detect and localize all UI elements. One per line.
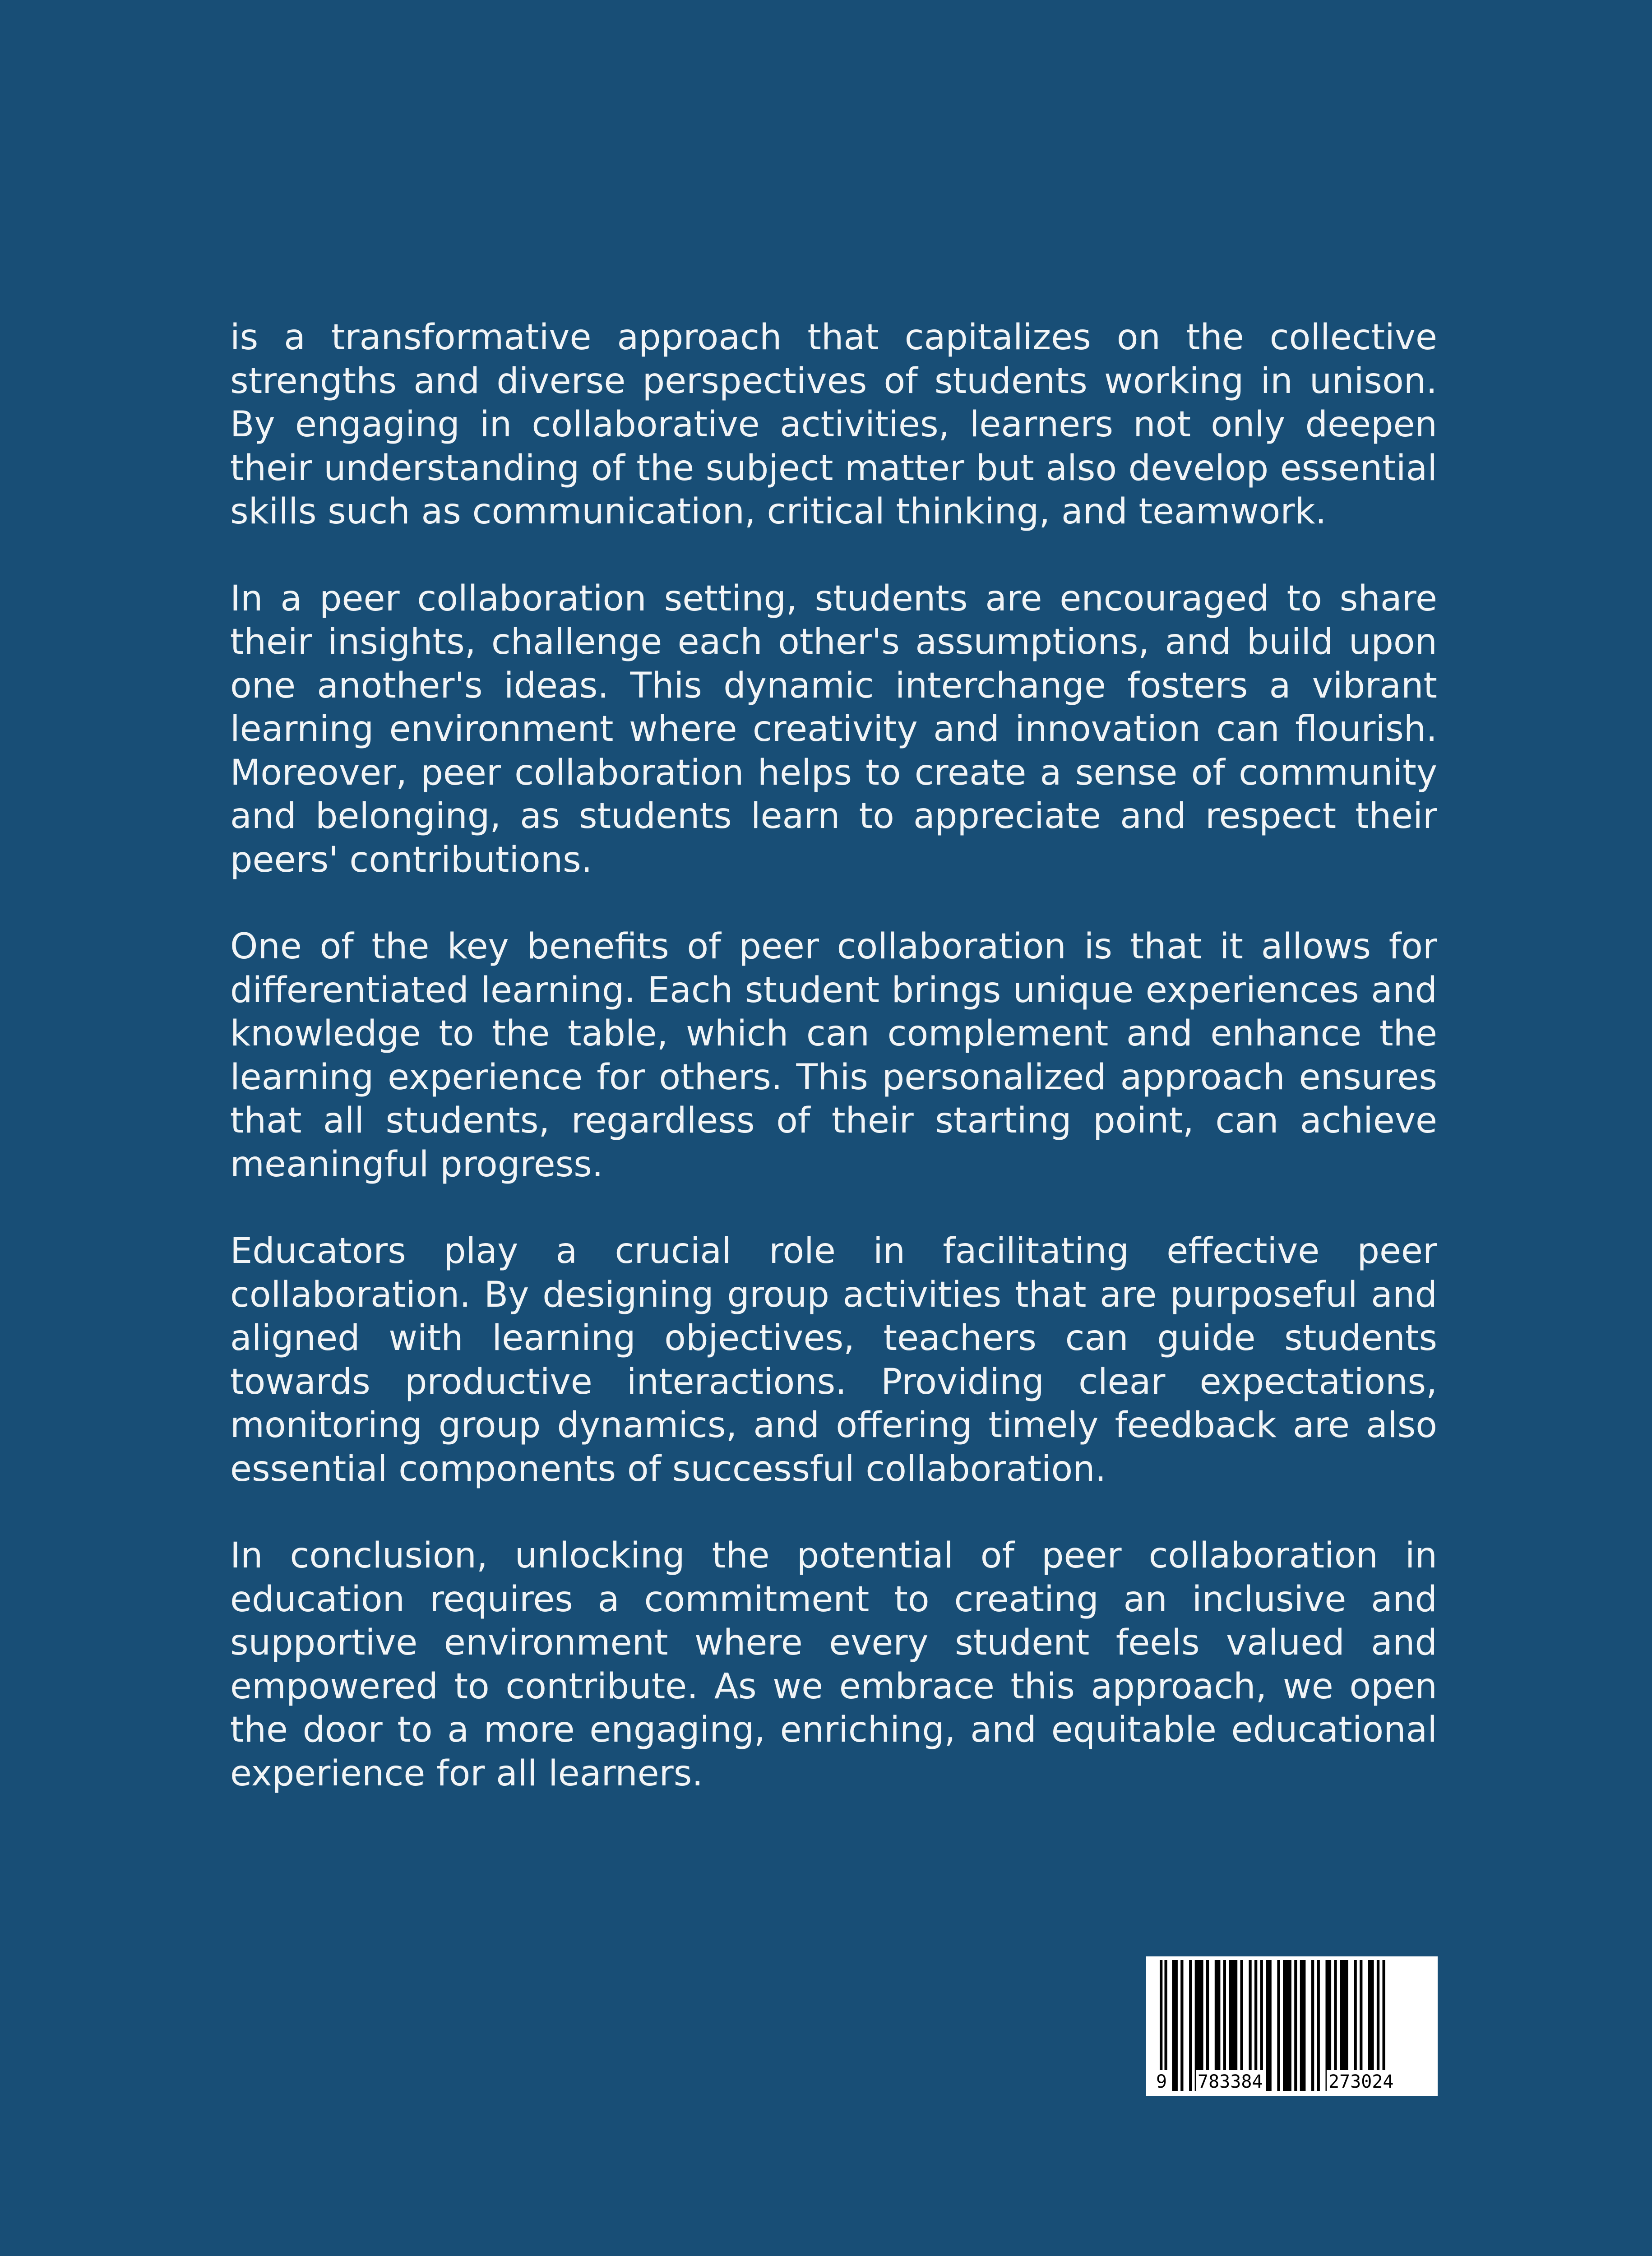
barcode-left-group: 783384 [1196,2070,1265,2094]
blurb-paragraph-4: Educators play a crucial role in facilitating effective peer collaboration. By designing group activities that are purposeful and aligned with learning objectives, teachers can guide students towards productive interactions. Providing clear expectations, monitoring group dynamics, and offering timely feedback are also essential components of successful collaboration. [230,1231,1437,1489]
barcode-prefix-digit: 9 [1154,2070,1169,2094]
barcode-right-group: 273024 [1327,2070,1396,2094]
blurb-paragraph-2: In a peer collaboration setting, students are encouraged to share their insights, challenge each other's assumptions, and build upon one another's ideas. This dynamic interchange fosters a vibrant learning environment where creativity and innovation can flourish. Moreover, peer collaboration helps to create a sense of community and belonging, as students learn to appreciate and respect their peers' contributions. [230,578,1437,880]
blurb-paragraph-3: One of the key benefits of peer collaboration is that it allows for differentiated learning. Each student brings unique experiences and knowledge to the table, which can complement and enhance the learning experience for others. This personalized approach ensures that all students, regardless of their starting point, can achieve meaningful progress. [230,926,1437,1185]
isbn-barcode [1146,1956,1438,2096]
blurb-paragraph-5: In conclusion, unlocking the potential of peer collaboration in education requires a commitment to creating an inclusive and supportive environment where every student feels valued and empowered to contribute. As we embrace this approach, we open the door to a more engaging, enriching, and equitable educational experience for all learners. [230,1535,1437,1794]
back-cover-blurb [230,316,1437,1795]
barcode-digits [1146,2070,1438,2094]
blurb-paragraph-1: is a transformative approach that capitalizes on the collective strengths and diverse perspectives of students working in unison. By engaging in collaborative activities, learners not only deepen their understanding of the subject matter but also develop essential skills such as communication, critical thinking, and teamwork. [230,317,1437,532]
